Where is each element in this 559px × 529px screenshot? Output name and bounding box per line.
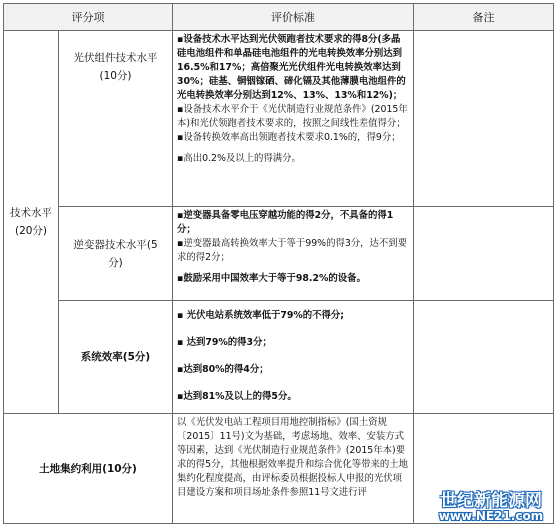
category-tech-points: (20分) [14,225,48,237]
criteria-line: ▪设备技术水平介于《光伏制造行业规范条件》(2015年本)和光伏领跑者技术要求的，按照之间线性差值得分； [177,104,408,129]
pv-module-cell [59,31,173,207]
inverter-criteria [173,207,414,301]
remarks-cell [414,31,554,207]
header-scoring-item: 评分项 [4,4,173,31]
criteria-line: ▪高出0.2%及以上的得满分。 [177,153,301,164]
category-tech-label: 技术水平 [10,207,52,219]
inverter-cell [59,207,173,301]
criteria-line: ▪达到81%及以上的得5分。 [177,391,297,402]
criteria-line: 以《光伏发电站工程项目用地控制指标》(国土资规〔2015〕11号)文为基础，考虑场地、效率、安装方式等因素，达到《光伏制造行业规范条件》(2015年本)要求的得5分，其他根据效率提升和综合优化等带来的土地集约化程度提高，由评标委员根据投标人申报的光伏项目建设方案和项目场址条件参照11号文进行评 [177,417,408,498]
inverter-name: 逆变器技术水平(5 [73,238,158,251]
land-use-cell [4,414,173,524]
category-tech-cell [4,31,59,414]
remarks-cell [414,207,554,301]
header-criteria: 评价标准 [173,4,414,31]
pv-module-name: 光伏组件技术水平 [73,52,158,64]
watermark-line1: 世纪新能源网 [440,490,542,511]
inverter-points: 分) [108,256,123,269]
watermark-logo [427,490,555,524]
criteria-line: ▪ 达到79%的得3分； [177,337,272,348]
header-remarks: 备注 [414,4,554,31]
table-row [4,31,554,207]
scoring-table [3,3,554,524]
system-efficiency-name: 系统效率(5分) [80,351,151,363]
header-row [4,4,554,31]
table-row [4,207,554,301]
table-row [4,301,554,414]
watermark-line2: www.NE21.com [438,509,544,524]
system-efficiency-criteria [173,301,414,414]
criteria-line: ▪ 光伏电站系统效率低于79%的不得分; [177,310,345,321]
criteria-line: ▪达到80%的得4分； [177,364,269,375]
criteria-line: ▪逆变器具备零电压穿越功能的得2分，不具备的得1分； [177,210,394,235]
remarks-cell [414,301,554,414]
land-use-name: 土地集约利用(10分) [39,462,137,475]
criteria-line: ▪逆变器最高转换效率大于等于99%的得3分，达不到要求的得2分； [177,238,408,263]
criteria-line: ▪鼓励采用中国效率大于等于98.2%的设备。 [177,273,366,284]
pv-module-criteria [173,31,414,207]
criteria-line: ▪设备技术水平达到光伏领跑者技术要求的得8分(多晶硅电池组件和单晶硅电池组件的光电转换效率分别达到16.5%和17%；高倍聚光光伏组件光电转换效率达到30%；硅基、铜铟镓硒、碲化镉及其他薄膜电池组件的光电转换效率分别达到12%、13%、13%和12%)； [177,34,406,101]
criteria-line: ▪设备转换效率高出领跑者技术要求0.1%的，得9分； [177,132,401,143]
system-efficiency-cell [59,301,173,414]
land-use-criteria [173,414,414,524]
pv-module-points: (10分) [99,70,132,82]
